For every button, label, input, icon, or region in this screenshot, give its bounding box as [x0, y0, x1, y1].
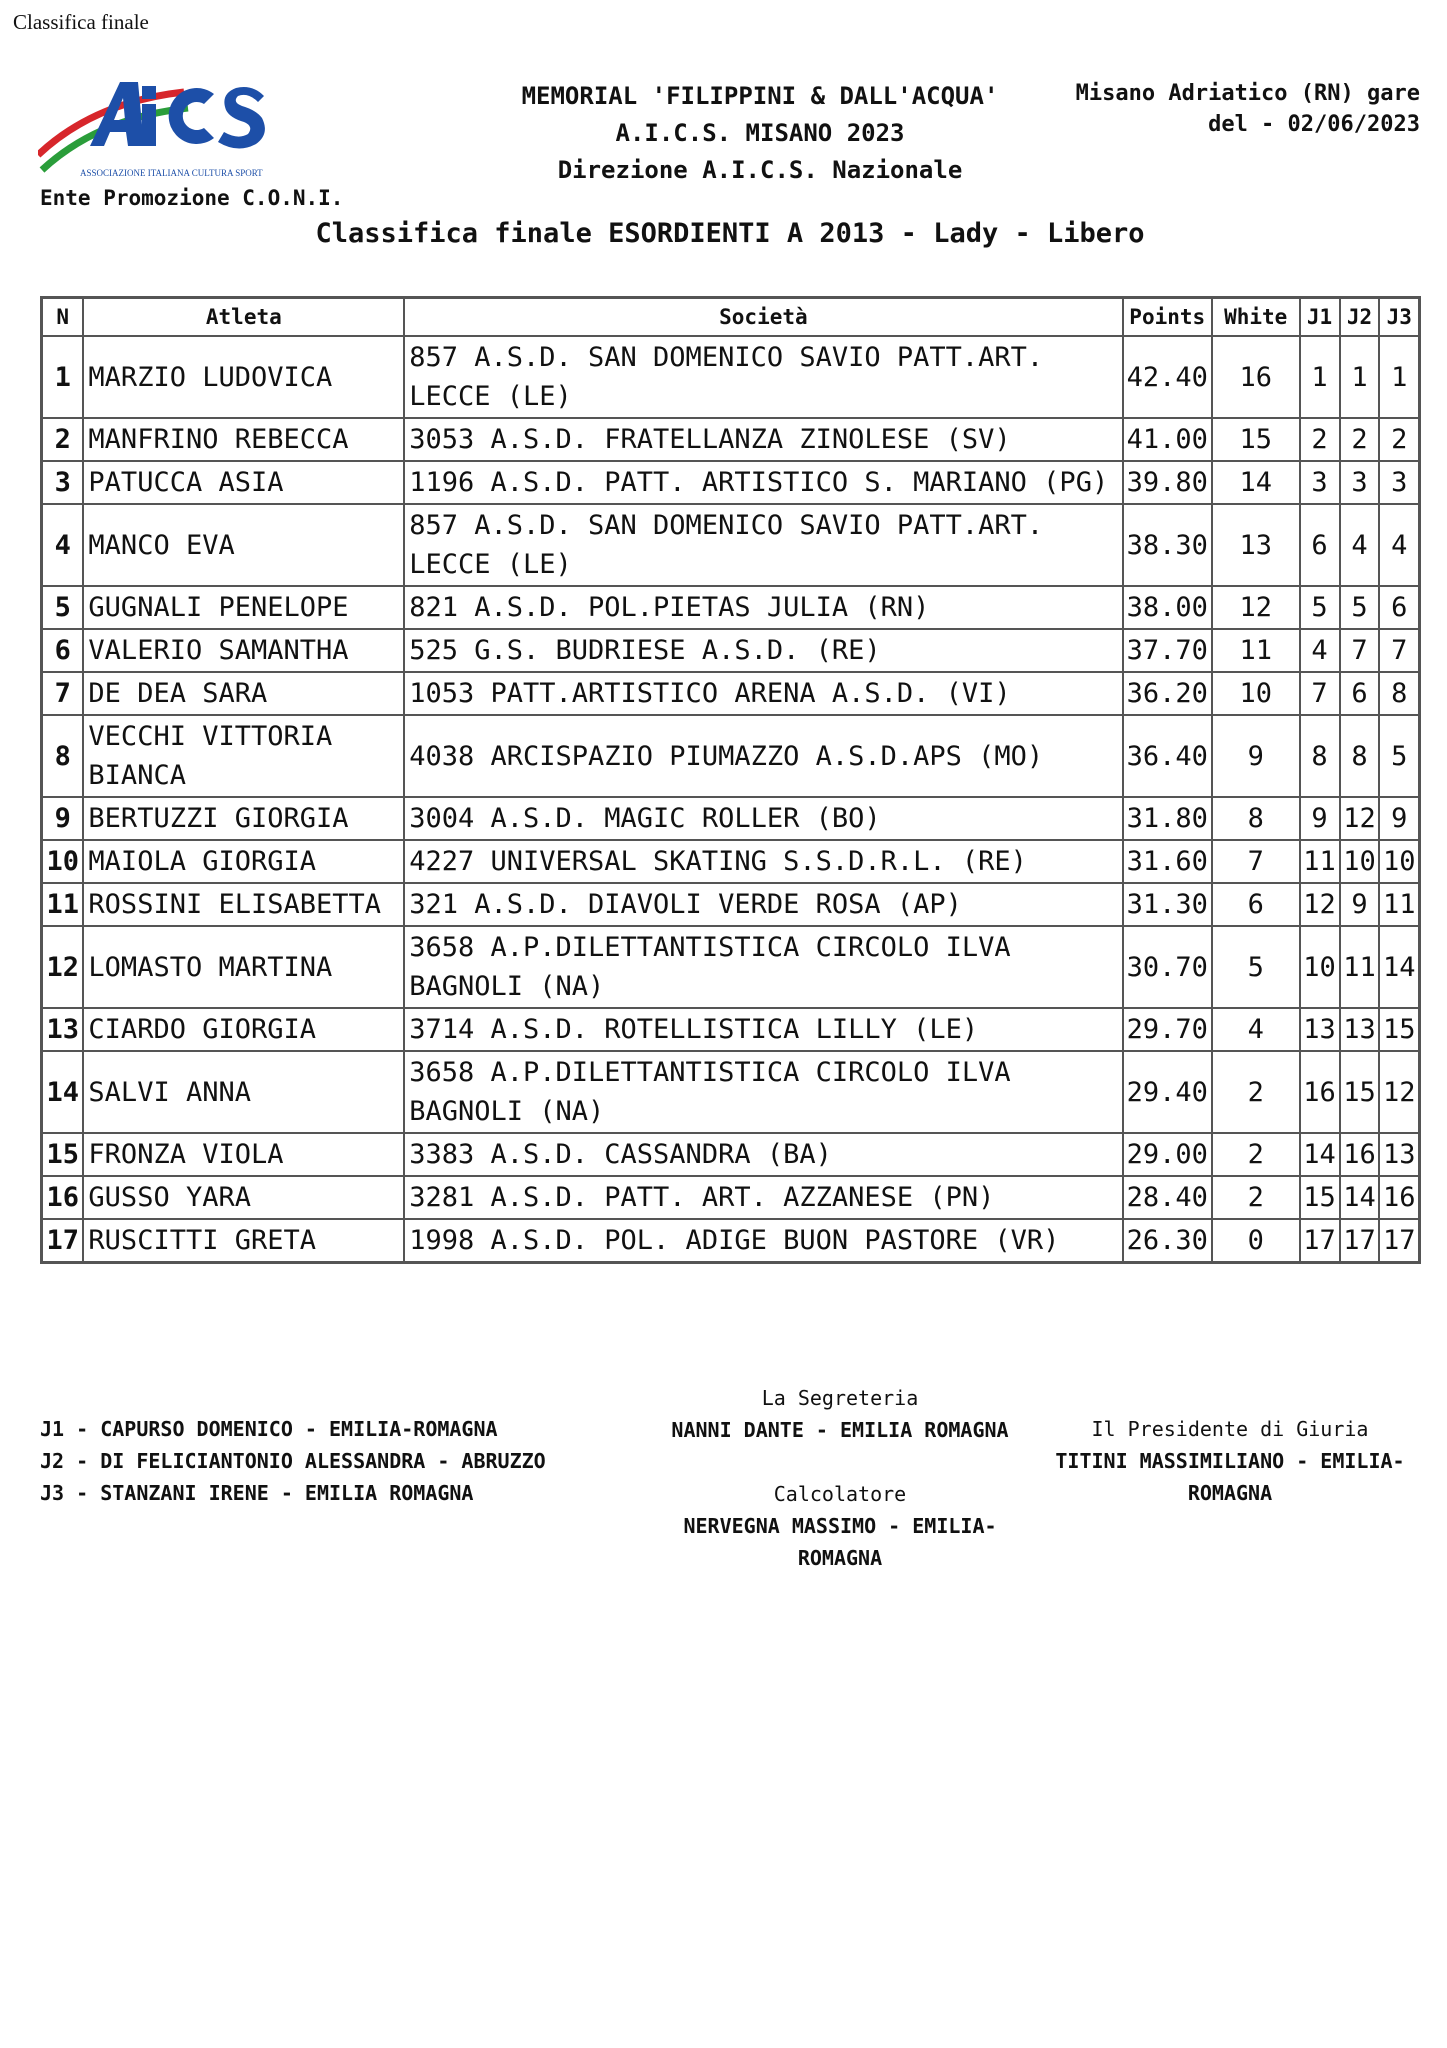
- cell-j1: 16: [1300, 1051, 1340, 1133]
- col-header-points: Points: [1123, 298, 1212, 337]
- cell-j1: 14: [1300, 1133, 1340, 1176]
- cell-j2: 2: [1340, 418, 1380, 461]
- cell-j1: 17: [1300, 1219, 1340, 1263]
- cell-j2: 17: [1340, 1219, 1380, 1263]
- cell-points: 38.30: [1123, 504, 1212, 586]
- cell-j2: 4: [1340, 504, 1380, 586]
- spacer: [635, 1446, 1045, 1478]
- cell-atleta: GUGNALI PENELOPE: [83, 586, 404, 629]
- cell-points: 39.80: [1123, 461, 1212, 504]
- cell-rank: 13: [42, 1008, 84, 1051]
- cell-j1: 6: [1300, 504, 1340, 586]
- cell-points: 31.30: [1123, 883, 1212, 926]
- cell-white: 2: [1212, 1051, 1300, 1133]
- table-row: [42, 715, 1420, 797]
- col-header-societa: Società: [404, 298, 1122, 337]
- cell-atleta: MARZIO LUDOVICA: [83, 336, 404, 418]
- ente-promozione: Ente Promozione C.O.N.I.: [40, 186, 344, 210]
- cell-rank: 15: [42, 1133, 84, 1176]
- col-header-j1: J1: [1300, 298, 1340, 337]
- logo-tagline: ASSOCIAZIONE ITALIANA CULTURA SPORT: [80, 168, 263, 178]
- cell-j2: 7: [1340, 629, 1380, 672]
- segreteria-label: La Segreteria: [761, 1386, 919, 1410]
- cell-rank: 7: [42, 672, 84, 715]
- table-row: [42, 840, 1420, 883]
- cell-atleta: FRONZA VIOLA: [83, 1133, 404, 1176]
- cell-societa: 857 A.S.D. SAN DOMENICO SAVIO PATT.ART. LECCE (LE): [404, 336, 1122, 418]
- cell-white: 5: [1212, 926, 1300, 1008]
- cell-j3: 2: [1379, 418, 1419, 461]
- table-row: [42, 883, 1420, 926]
- table-row: [42, 926, 1420, 1008]
- col-header-j3: J3: [1379, 298, 1419, 337]
- table-row: [42, 1176, 1420, 1219]
- cell-white: 11: [1212, 629, 1300, 672]
- table-row: [42, 1008, 1420, 1051]
- cell-j1: 5: [1300, 586, 1340, 629]
- event-heading: [460, 78, 1060, 189]
- cell-white: 2: [1212, 1133, 1300, 1176]
- table-row: [42, 336, 1420, 418]
- cell-points: 36.20: [1123, 672, 1212, 715]
- cell-points: 37.70: [1123, 629, 1212, 672]
- cell-j1: 3: [1300, 461, 1340, 504]
- results-table: [40, 296, 1421, 1264]
- cell-societa: 3383 A.S.D. CASSANDRA (BA): [404, 1133, 1122, 1176]
- cell-rank: 4: [42, 504, 84, 586]
- cell-atleta: BERTUZZI GIORGIA: [83, 797, 404, 840]
- event-direction: Direzione A.I.C.S. Nazionale: [557, 156, 963, 184]
- cell-rank: 2: [42, 418, 84, 461]
- table-row: [42, 672, 1420, 715]
- cell-j3: 10: [1379, 840, 1419, 883]
- cell-j1: 9: [1300, 797, 1340, 840]
- col-header-white: White: [1212, 298, 1300, 337]
- cell-j1: 15: [1300, 1176, 1340, 1219]
- cell-j2: 9: [1340, 883, 1380, 926]
- cell-societa: 857 A.S.D. SAN DOMENICO SAVIO PATT.ART. LECCE (LE): [404, 504, 1122, 586]
- cell-j2: 15: [1340, 1051, 1380, 1133]
- cell-societa: 821 A.S.D. POL.PIETAS JULIA (RN): [404, 586, 1122, 629]
- cell-j3: 3: [1379, 461, 1419, 504]
- cell-atleta: CIARDO GIORGIA: [83, 1008, 404, 1051]
- event-title: MEMORIAL 'FILIPPINI & DALL'ACQUA': [521, 82, 999, 110]
- cell-j3: 15: [1379, 1008, 1419, 1051]
- cell-points: 28.40: [1123, 1176, 1212, 1219]
- cell-j2: 8: [1340, 715, 1380, 797]
- cell-atleta: ROSSINI ELISABETTA: [83, 883, 404, 926]
- cell-societa: 3714 A.S.D. ROTELLISTICA LILLY (LE): [404, 1008, 1122, 1051]
- cell-rank: 1: [42, 336, 84, 418]
- col-header-j2: J2: [1340, 298, 1380, 337]
- cell-rank: 10: [42, 840, 84, 883]
- event-place: [1040, 78, 1420, 140]
- cell-points: 29.40: [1123, 1051, 1212, 1133]
- cell-atleta: VECCHI VITTORIA BIANCA: [83, 715, 404, 797]
- cell-rank: 8: [42, 715, 84, 797]
- calcolatore-name-cont: ROMAGNA: [797, 1546, 883, 1570]
- presidente-label: Il Presidente di Giuria: [1091, 1417, 1369, 1441]
- cell-white: 16: [1212, 336, 1300, 418]
- cell-societa: 4227 UNIVERSAL SKATING S.S.D.R.L. (RE): [404, 840, 1122, 883]
- calcolatore-label: Calcolatore: [773, 1482, 907, 1506]
- cell-j3: 9: [1379, 797, 1419, 840]
- cell-white: 0: [1212, 1219, 1300, 1263]
- cell-j1: 2: [1300, 418, 1340, 461]
- cell-j3: 16: [1379, 1176, 1419, 1219]
- cell-j1: 7: [1300, 672, 1340, 715]
- cell-j3: 17: [1379, 1219, 1419, 1263]
- event-edition: A.I.C.S. MISANO 2023: [615, 119, 905, 147]
- cell-j3: 11: [1379, 883, 1419, 926]
- cell-j3: 12: [1379, 1051, 1419, 1133]
- cell-societa: 3053 A.S.D. FRATELLANZA ZINOLESE (SV): [404, 418, 1122, 461]
- cell-atleta: LOMASTO MARTINA: [83, 926, 404, 1008]
- cell-rank: 9: [42, 797, 84, 840]
- cell-j2: 3: [1340, 461, 1380, 504]
- table-row: [42, 461, 1420, 504]
- aics-logo: [38, 78, 274, 186]
- cell-j2: 16: [1340, 1133, 1380, 1176]
- judges-list: [40, 1413, 546, 1509]
- table-row: [42, 504, 1420, 586]
- cell-rank: 6: [42, 629, 84, 672]
- cell-societa: 321 A.S.D. DIAVOLI VERDE ROSA (AP): [404, 883, 1122, 926]
- calcolatore-name: NERVEGNA MASSIMO - EMILIA-: [683, 1514, 997, 1538]
- cell-points: 31.60: [1123, 840, 1212, 883]
- cell-points: 26.30: [1123, 1219, 1212, 1263]
- table-row: [42, 586, 1420, 629]
- cell-societa: 3281 A.S.D. PATT. ART. AZZANESE (PN): [404, 1176, 1122, 1219]
- cell-rank: 16: [42, 1176, 84, 1219]
- cell-rank: 12: [42, 926, 84, 1008]
- cell-j2: 5: [1340, 586, 1380, 629]
- judge-j2: J2 - DI FELICIANTONIO ALESSANDRA - ABRUZZO: [40, 1449, 546, 1473]
- cell-rank: 11: [42, 883, 84, 926]
- cell-j1: 8: [1300, 715, 1340, 797]
- cell-points: 36.40: [1123, 715, 1212, 797]
- president-block: [1030, 1413, 1430, 1509]
- judge-j1: J1 - CAPURSO DOMENICO - EMILIA-ROMAGNA: [40, 1417, 498, 1441]
- cell-points: 29.70: [1123, 1008, 1212, 1051]
- cell-atleta: VALERIO SAMANTHA: [83, 629, 404, 672]
- cell-points: 38.00: [1123, 586, 1212, 629]
- cell-points: 29.00: [1123, 1133, 1212, 1176]
- cell-white: 10: [1212, 672, 1300, 715]
- cell-white: 13: [1212, 504, 1300, 586]
- page-label: Classifica finale: [13, 10, 149, 34]
- table-row: [42, 797, 1420, 840]
- cell-j2: 11: [1340, 926, 1380, 1008]
- cell-societa: 4038 ARCISPAZIO PIUMAZZO A.S.D.APS (MO): [404, 715, 1122, 797]
- cell-j2: 12: [1340, 797, 1380, 840]
- cell-atleta: MAIOLA GIORGIA: [83, 840, 404, 883]
- segreteria-name: NANNI DANTE - EMILIA ROMAGNA: [671, 1418, 1009, 1442]
- cell-white: 2: [1212, 1176, 1300, 1219]
- cell-j3: 4: [1379, 504, 1419, 586]
- judge-j3: J3 - STANZANI IRENE - EMILIA ROMAGNA: [40, 1481, 474, 1505]
- cell-atleta: SALVI ANNA: [83, 1051, 404, 1133]
- table-row: [42, 1219, 1420, 1263]
- cell-j3: 7: [1379, 629, 1419, 672]
- cell-rank: 5: [42, 586, 84, 629]
- table-header-row: [42, 298, 1420, 337]
- cell-societa: 1053 PATT.ARTISTICO ARENA A.S.D. (VI): [404, 672, 1122, 715]
- col-header-atleta: Atleta: [83, 298, 404, 337]
- cell-societa: 525 G.S. BUDRIESE A.S.D. (RE): [404, 629, 1122, 672]
- cell-societa: 1196 A.S.D. PATT. ARTISTICO S. MARIANO (PG): [404, 461, 1122, 504]
- cell-points: 31.80: [1123, 797, 1212, 840]
- cell-rank: 3: [42, 461, 84, 504]
- table-row: [42, 1051, 1420, 1133]
- presidente-name: TITINI MASSIMILIANO - EMILIA-: [1055, 1449, 1405, 1473]
- cell-j1: 10: [1300, 926, 1340, 1008]
- cell-white: 7: [1212, 840, 1300, 883]
- cell-j1: 1: [1300, 336, 1340, 418]
- cell-points: 30.70: [1123, 926, 1212, 1008]
- secretary-block: [635, 1382, 1045, 1574]
- cell-societa: 3658 A.P.DILETTANTISTICA CIRCOLO ILVA BAGNOLI (NA): [404, 1051, 1122, 1133]
- table-row: [42, 629, 1420, 672]
- cell-j2: 14: [1340, 1176, 1380, 1219]
- cell-j3: 1: [1379, 336, 1419, 418]
- cell-atleta: DE DEA SARA: [83, 672, 404, 715]
- cell-j2: 10: [1340, 840, 1380, 883]
- cell-atleta: RUSCITTI GRETA: [83, 1219, 404, 1263]
- date-line: del - 02/06/2023: [1208, 112, 1420, 137]
- cell-white: 6: [1212, 883, 1300, 926]
- cell-white: 15: [1212, 418, 1300, 461]
- cell-j1: 4: [1300, 629, 1340, 672]
- cell-j2: 6: [1340, 672, 1380, 715]
- cell-j3: 13: [1379, 1133, 1419, 1176]
- place-line: Misano Adriatico (RN) gare: [1075, 81, 1420, 106]
- cell-white: 4: [1212, 1008, 1300, 1051]
- cell-j1: 11: [1300, 840, 1340, 883]
- cell-j3: 14: [1379, 926, 1419, 1008]
- cell-white: 9: [1212, 715, 1300, 797]
- cell-j1: 12: [1300, 883, 1340, 926]
- table-row: [42, 1133, 1420, 1176]
- cell-rank: 14: [42, 1051, 84, 1133]
- cell-white: 12: [1212, 586, 1300, 629]
- cell-j2: 1: [1340, 336, 1380, 418]
- cell-societa: 3658 A.P.DILETTANTISTICA CIRCOLO ILVA BAGNOLI (NA): [404, 926, 1122, 1008]
- cell-j3: 8: [1379, 672, 1419, 715]
- cell-j3: 6: [1379, 586, 1419, 629]
- cell-societa: 1998 A.S.D. POL. ADIGE BUON PASTORE (VR): [404, 1219, 1122, 1263]
- cell-atleta: MANFRINO REBECCA: [83, 418, 404, 461]
- cell-rank: 17: [42, 1219, 84, 1263]
- cell-j2: 13: [1340, 1008, 1380, 1051]
- presidente-name-cont: ROMAGNA: [1187, 1481, 1273, 1505]
- table-row: [42, 418, 1420, 461]
- cell-atleta: MANCO EVA: [83, 504, 404, 586]
- cell-atleta: GUSSO YARA: [83, 1176, 404, 1219]
- cell-societa: 3004 A.S.D. MAGIC ROLLER (BO): [404, 797, 1122, 840]
- cell-white: 8: [1212, 797, 1300, 840]
- cell-j3: 5: [1379, 715, 1419, 797]
- cell-points: 41.00: [1123, 418, 1212, 461]
- cell-points: 42.40: [1123, 336, 1212, 418]
- cell-atleta: PATUCCA ASIA: [83, 461, 404, 504]
- col-header-n: N: [42, 298, 84, 337]
- cell-white: 14: [1212, 461, 1300, 504]
- cell-j1: 13: [1300, 1008, 1340, 1051]
- ranking-title: Classifica finale ESORDIENTI A 2013 - Lady - Libero: [315, 218, 1145, 249]
